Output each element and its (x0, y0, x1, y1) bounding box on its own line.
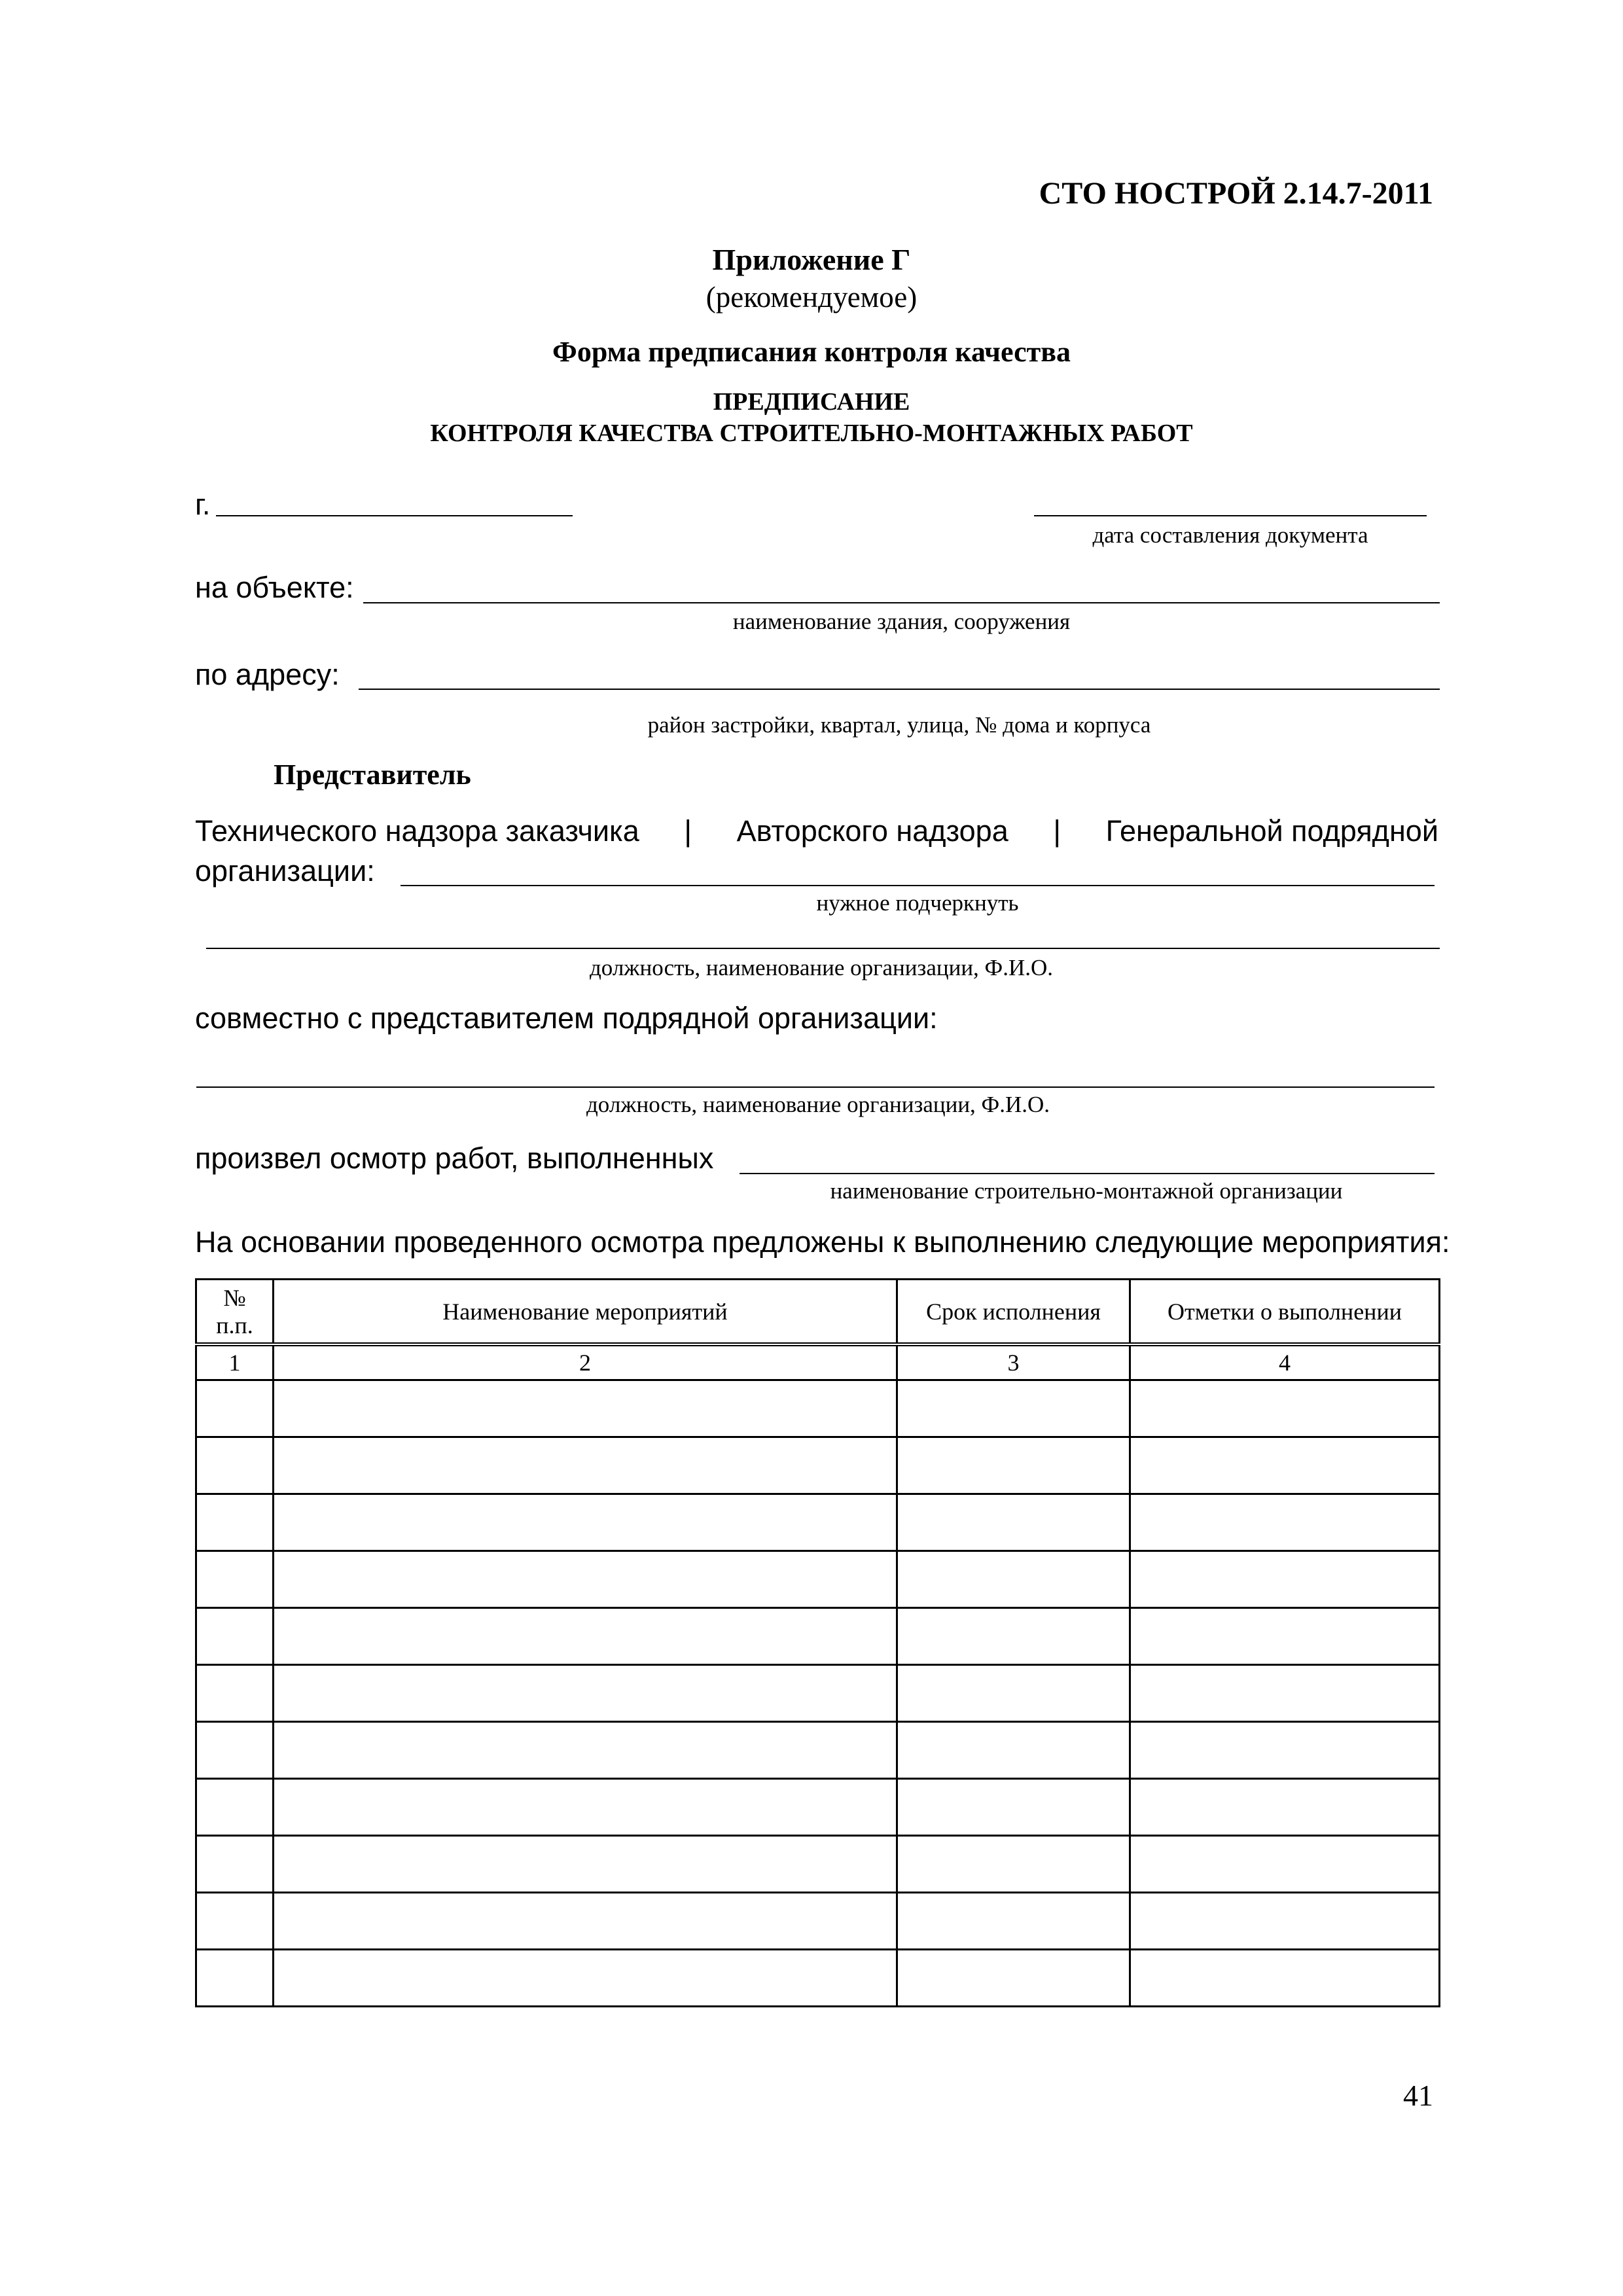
option-technical-supervision[interactable]: Технического надзора заказчика (195, 814, 639, 848)
table-cell[interactable] (1130, 1722, 1440, 1779)
column-header-name: Наименование мероприятий (274, 1280, 897, 1345)
column-number-row (196, 1344, 1440, 1380)
column-number: 1 (196, 1344, 274, 1380)
city-label: г. (195, 488, 211, 521)
column-number: 2 (274, 1344, 897, 1380)
column-header-deadline: Срок исполнения (897, 1280, 1130, 1345)
address-label: по адресу: (195, 658, 340, 691)
address-field[interactable] (359, 689, 1440, 690)
table-cell[interactable] (274, 1437, 897, 1494)
table-cell[interactable] (1130, 1437, 1440, 1494)
table-cell[interactable] (274, 1494, 897, 1551)
table-cell[interactable] (897, 1722, 1130, 1779)
table-cell[interactable] (274, 1950, 897, 2007)
table-row (196, 1836, 1440, 1893)
table-cell[interactable] (1130, 1380, 1440, 1437)
contractor-position-field[interactable] (196, 1086, 1435, 1088)
table-row (196, 1494, 1440, 1551)
table-cell[interactable] (897, 1437, 1130, 1494)
appendix-title: Приложение Г (712, 243, 911, 276)
document-title-line2: КОНТРОЛЯ КАЧЕСТВА СТРОИТЕЛЬНО-МОНТАЖНЫХ РАБОТ (430, 420, 1193, 447)
column-header-marks: Отметки о выполнении (1130, 1280, 1440, 1345)
inspection-label: произвел осмотр работ, выполненных (195, 1141, 714, 1175)
column-number: 4 (1130, 1344, 1440, 1380)
city-field[interactable] (216, 515, 573, 516)
table-cell[interactable] (897, 1950, 1130, 2007)
separator: | (684, 814, 692, 848)
table-cell[interactable] (897, 1665, 1130, 1722)
column-header-number (196, 1280, 274, 1345)
organization-field[interactable] (401, 885, 1435, 886)
column-number: 3 (897, 1344, 1130, 1380)
table-row (196, 1665, 1440, 1722)
table-cell[interactable] (1130, 1551, 1440, 1608)
table-cell[interactable] (1130, 1665, 1440, 1722)
table-cell[interactable] (196, 1665, 274, 1722)
representative-options (195, 814, 1438, 848)
table-cell[interactable] (196, 1893, 274, 1950)
table-cell[interactable] (1130, 1494, 1440, 1551)
table-cell[interactable] (274, 1551, 897, 1608)
document-title-line1: ПРЕДПИСАНИЕ (713, 388, 910, 416)
form-title: Форма предписания контроля качества (552, 336, 1071, 368)
table-cell[interactable] (1130, 1836, 1440, 1893)
object-label: на объекте: (195, 571, 354, 604)
column-header-number-line1: № (223, 1284, 246, 1311)
table-cell[interactable] (196, 1494, 274, 1551)
basis-text: На основании проведенного осмотра предложены к выполнению следующие мероприятия: (195, 1225, 1450, 1259)
table-cell[interactable] (274, 1893, 897, 1950)
measures-table (195, 1278, 1440, 2007)
address-caption: район застройки, квартал, улица, № дома и корпуса (647, 712, 1151, 738)
date-caption: дата составления документа (1092, 522, 1368, 548)
document-code: СТО НОСТРОЙ 2.14.7-2011 (1039, 176, 1433, 211)
table-cell[interactable] (196, 1836, 274, 1893)
table-cell[interactable] (274, 1665, 897, 1722)
page-number: 41 (1403, 2079, 1433, 2112)
table-cell[interactable] (274, 1722, 897, 1779)
table-cell[interactable] (897, 1494, 1130, 1551)
table-cell[interactable] (897, 1779, 1130, 1836)
date-field[interactable] (1034, 515, 1427, 516)
contractor-organization-field[interactable] (740, 1173, 1435, 1174)
table-row (196, 1722, 1440, 1779)
table-row (196, 1551, 1440, 1608)
underline-caption: нужное подчеркнуть (816, 890, 1019, 916)
contractor-organization-caption: наименование строительно-монтажной организации (830, 1178, 1343, 1204)
table-cell[interactable] (897, 1893, 1130, 1950)
representative-heading: Представитель (274, 759, 471, 791)
table-cell[interactable] (897, 1551, 1130, 1608)
object-caption: наименование здания, сооружения (732, 609, 1071, 634)
table-cell[interactable] (1130, 1950, 1440, 2007)
table-cell[interactable] (274, 1836, 897, 1893)
table-cell[interactable] (274, 1779, 897, 1836)
table-cell[interactable] (196, 1950, 274, 2007)
table-cell[interactable] (1130, 1608, 1440, 1665)
appendix-subtitle: (рекомендуемое) (705, 281, 918, 314)
table-row (196, 1779, 1440, 1836)
joint-label: совместно с представителем подрядной организации: (195, 1001, 938, 1035)
table-row (196, 1950, 1440, 2007)
table-row (196, 1608, 1440, 1665)
table-cell[interactable] (196, 1722, 274, 1779)
object-field[interactable] (363, 602, 1440, 603)
column-header-number-line2: п.п. (216, 1312, 253, 1338)
table-cell[interactable] (1130, 1893, 1440, 1950)
table-cell[interactable] (1130, 1779, 1440, 1836)
representative-position-caption: должность, наименование организации, Ф.И.О. (590, 955, 1053, 980)
separator: | (1053, 814, 1061, 848)
table-header-row (196, 1280, 1440, 1345)
table-cell[interactable] (196, 1437, 274, 1494)
table-cell[interactable] (274, 1608, 897, 1665)
table-cell[interactable] (897, 1380, 1130, 1437)
representative-position-field[interactable] (206, 948, 1440, 949)
table-cell[interactable] (196, 1551, 274, 1608)
table-cell[interactable] (196, 1380, 274, 1437)
table-row (196, 1437, 1440, 1494)
table-cell[interactable] (196, 1608, 274, 1665)
table-cell[interactable] (274, 1380, 897, 1437)
table-cell[interactable] (897, 1608, 1130, 1665)
table-cell[interactable] (897, 1836, 1130, 1893)
option-author-supervision[interactable]: Авторского надзора (736, 814, 1008, 848)
table-cell[interactable] (196, 1779, 274, 1836)
contractor-position-caption: должность, наименование организации, Ф.И.О. (586, 1092, 1050, 1117)
option-general-contractor[interactable]: Генеральной подрядной (1105, 814, 1438, 848)
table-row (196, 1893, 1440, 1950)
organization-label: организации: (195, 854, 375, 888)
table-row (196, 1380, 1440, 1437)
